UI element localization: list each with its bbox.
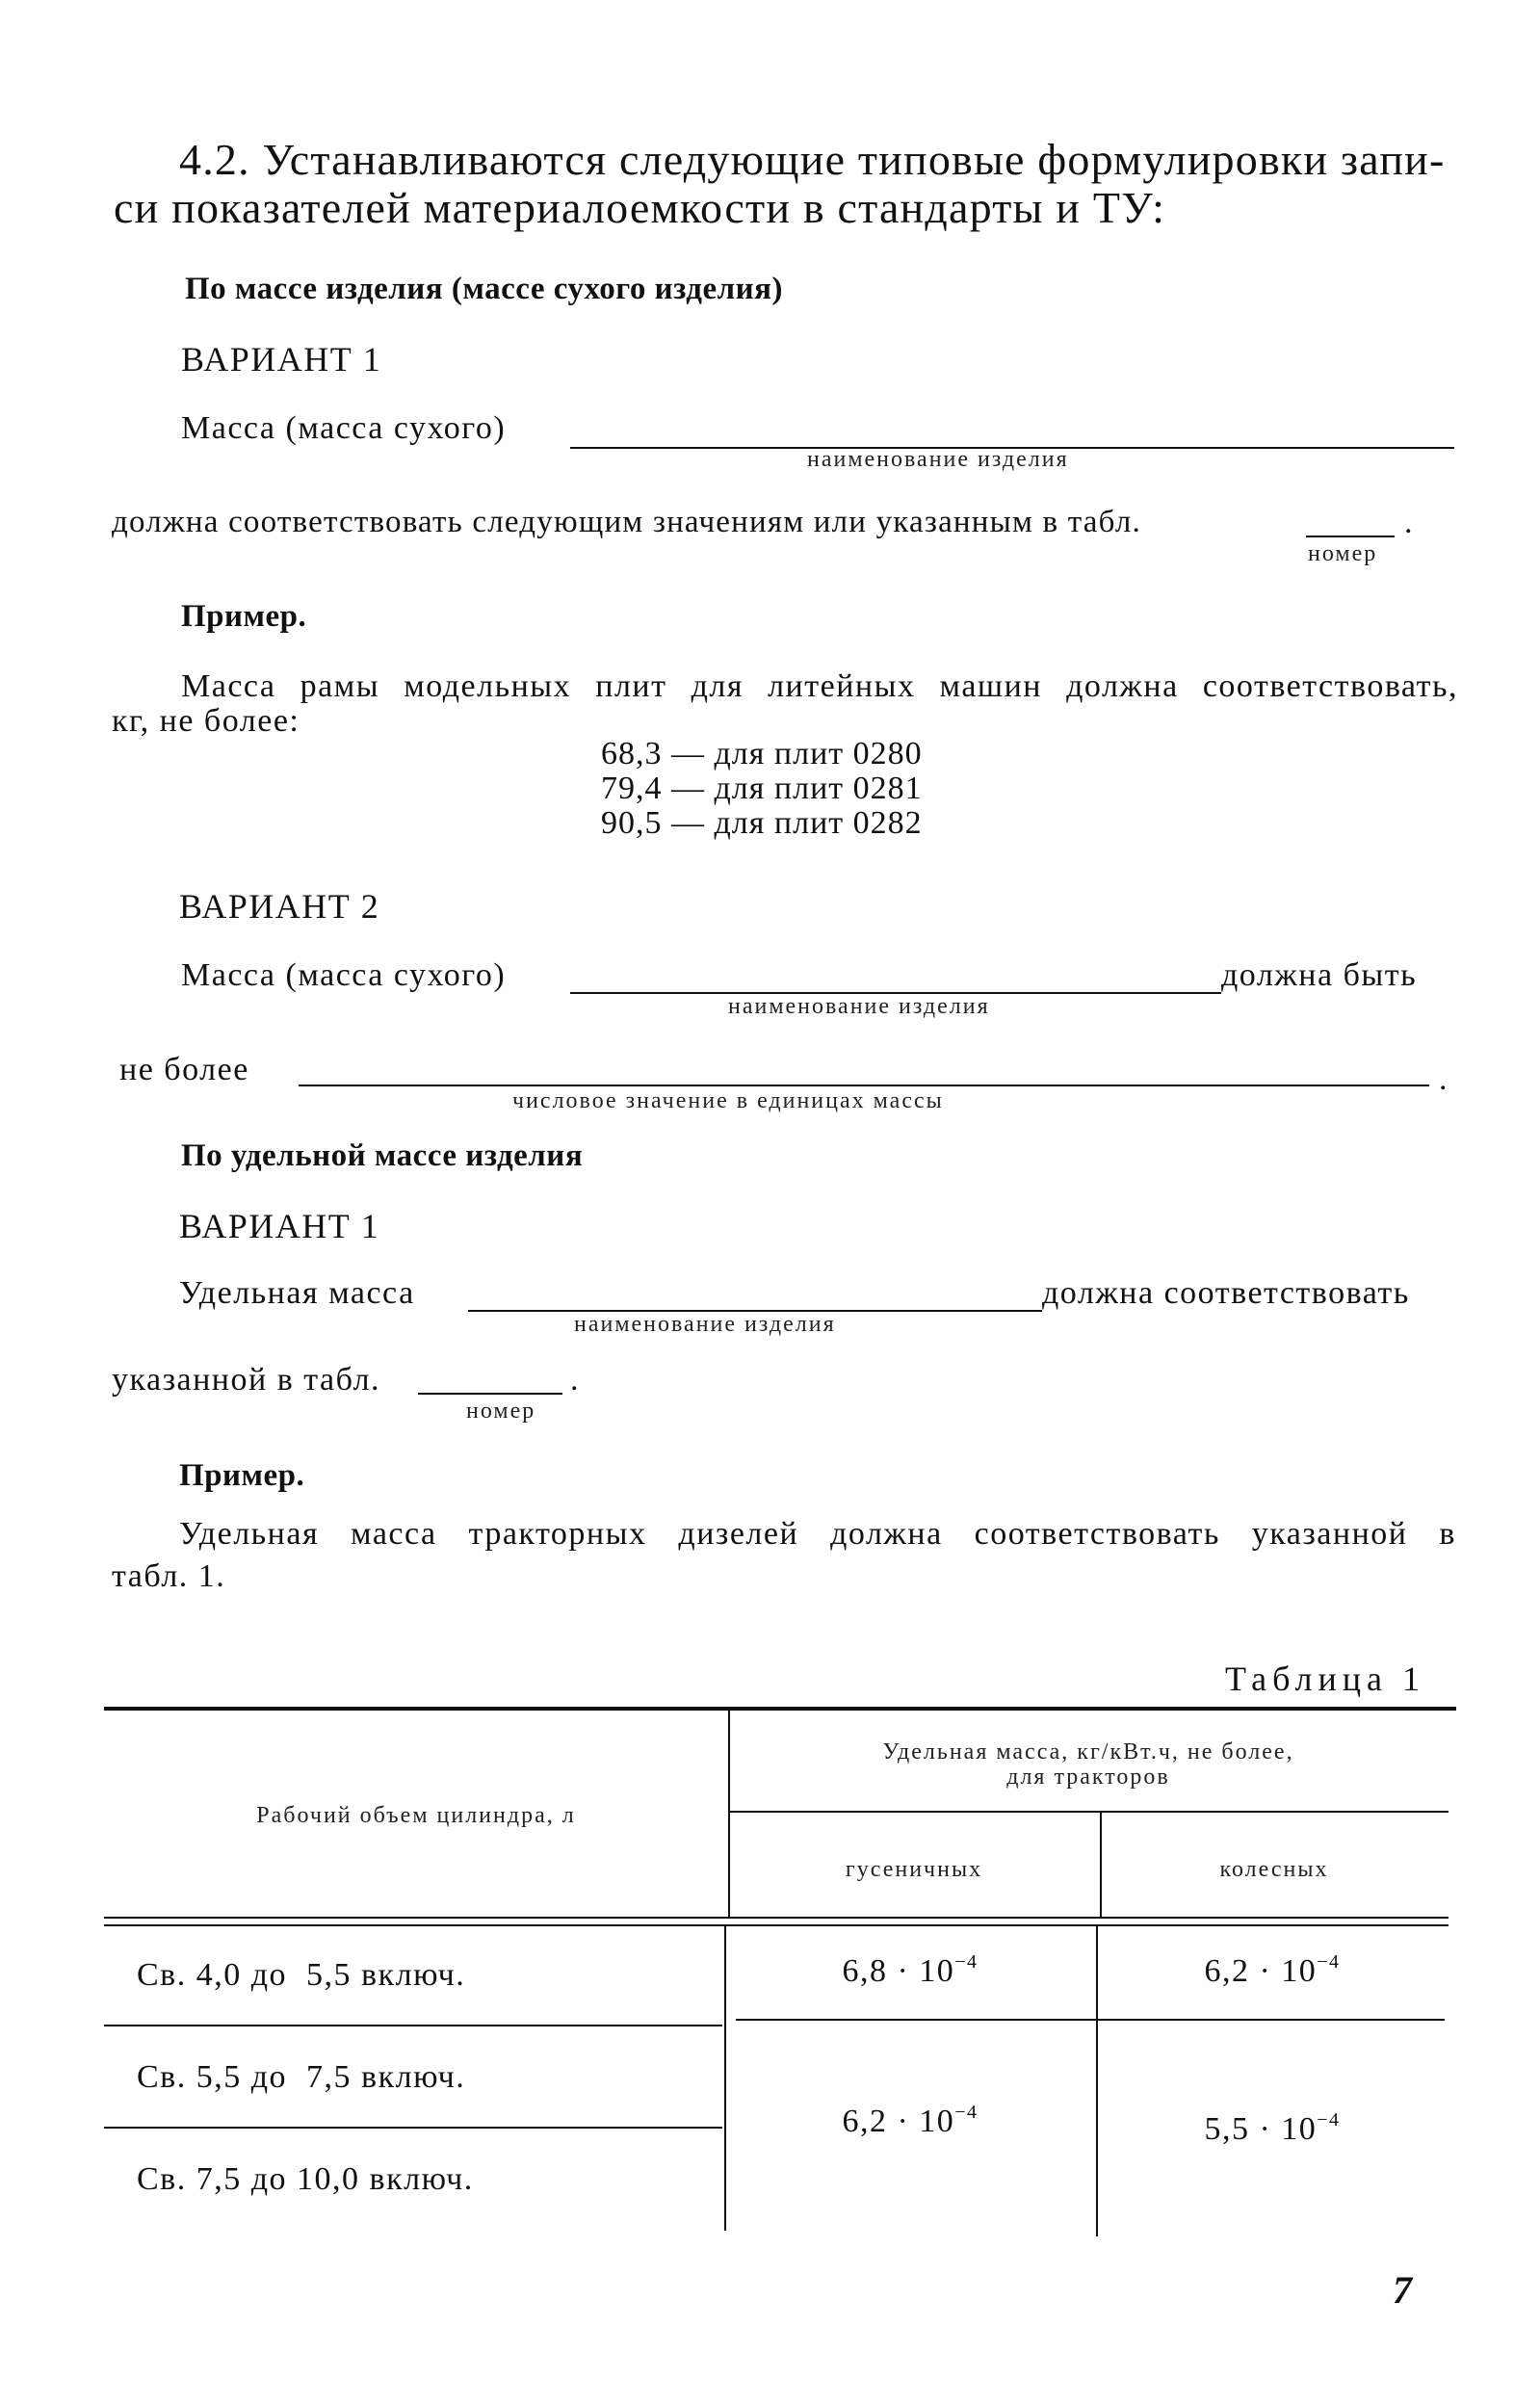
product-name-caption-2: наименование изделия [728,994,990,1019]
table-caption: Таблица 1 [1225,1660,1425,1698]
specific-mass-label: Удельная масса [179,1275,415,1311]
table-number-field-line [1306,536,1395,537]
table-top-rule [104,1707,1456,1711]
product-name-caption: наименование изделия [807,447,1069,472]
not-more-label: не более [119,1052,249,1087]
variant-2-dot: . [1439,1061,1449,1097]
number-caption: номер [1308,541,1378,566]
table-number-field-line-2 [418,1393,562,1395]
variant-2-title: ВАРИАНТ 2 [179,887,380,926]
product-name-caption-3: наименование изделия [574,1312,836,1337]
variant-1-continuation: должна соответствовать следующим значениям или указанным в табл. [112,505,1141,539]
specified-in-table-label: указанной в табл. [112,1362,381,1398]
example-1-value-1: 68,3 — для плит 0280 [601,736,923,771]
numeric-value-caption: числовое значение в единицах массы [512,1088,944,1113]
mass-label: Масса (масса сухого) [181,410,507,446]
table-row-rule-2 [104,2127,722,2129]
table-cell-value: $6,2 \cdot 10^{-4}$ [842,2102,979,2139]
table-row-label: Св. 4,0 до 5,5 включ. [137,1957,466,1993]
variant-1-dot: . [1404,505,1414,540]
variant-1b-title: ВАРИАНТ 1 [179,1207,380,1245]
numeric-value-field-line [299,1085,1429,1086]
table-cell-value: $5,5 \cdot 10^{-4}$ [1204,2109,1341,2147]
intro-line-2: си показателей материалоемкости в стандарты и ТУ: [114,183,1166,232]
section-heading-specific-mass: По удельной массе изделия [181,1138,584,1173]
table-cell-value: $6,8 \cdot 10^{-4}$ [842,1951,979,1989]
number-caption-2: номер [466,1399,536,1424]
table-row-rule-1-values [736,2019,1445,2021]
example-2-text-line-1: Удельная масса тракторных дизелей должна соответствовать указанной в [179,1516,1456,1552]
variant-1b-dot: . [570,1362,580,1398]
example-1-text-line-1: Масса рамы модельных плит для литейных машин должна соответствовать, [181,668,1458,704]
table-col1-header: Рабочий объем цилиндра, л [256,1803,576,1828]
table-cell-value: $6,2 \cdot 10^{-4}$ [1204,1951,1341,1989]
table-header-rule-1 [104,1917,1449,1919]
table-subheader-wheeled: колесных [1219,1857,1329,1882]
table-row-label: Св. 7,5 до 10,0 включ. [137,2161,474,2197]
intro-line-1: 4.2. Устанавливаются следующие типовые формулировки запи- [179,135,1446,184]
variant-1-title: ВАРИАНТ 1 [181,340,382,379]
example-1-value-3: 90,5 — для плит 0282 [601,805,923,841]
section-heading-mass: По массе изделия (массе сухого изделия) [185,272,784,306]
table-row-rule-1 [104,2025,722,2026]
example-1-value-2: 79,4 — для плит 0281 [601,771,923,806]
example-2-text-line-2: табл. 1. [112,1558,226,1594]
variant-1b-suffix: должна соответствовать [1042,1275,1410,1311]
table-group-header-rule [728,1811,1449,1813]
example-heading-2: Пример. [179,1458,305,1493]
table-header-rule-2 [104,1924,1449,1926]
example-heading-1: Пример. [181,599,307,634]
page-number: 7 [1393,2268,1412,2312]
table-subheader-tracked: гусеничных [845,1857,983,1882]
table-group-header-line-2: для тракторов [1006,1765,1170,1790]
mass-label-2: Масса (масса сухого) [181,957,507,993]
example-1-text-line-2: кг, не более: [112,703,300,739]
table-group-header-line-1: Удельная масса, кг/кВт.ч, не более, [882,1739,1294,1765]
variant-2-suffix: должна быть [1221,957,1418,993]
table-row-label: Св. 5,5 до 7,5 включ. [137,2059,466,2095]
